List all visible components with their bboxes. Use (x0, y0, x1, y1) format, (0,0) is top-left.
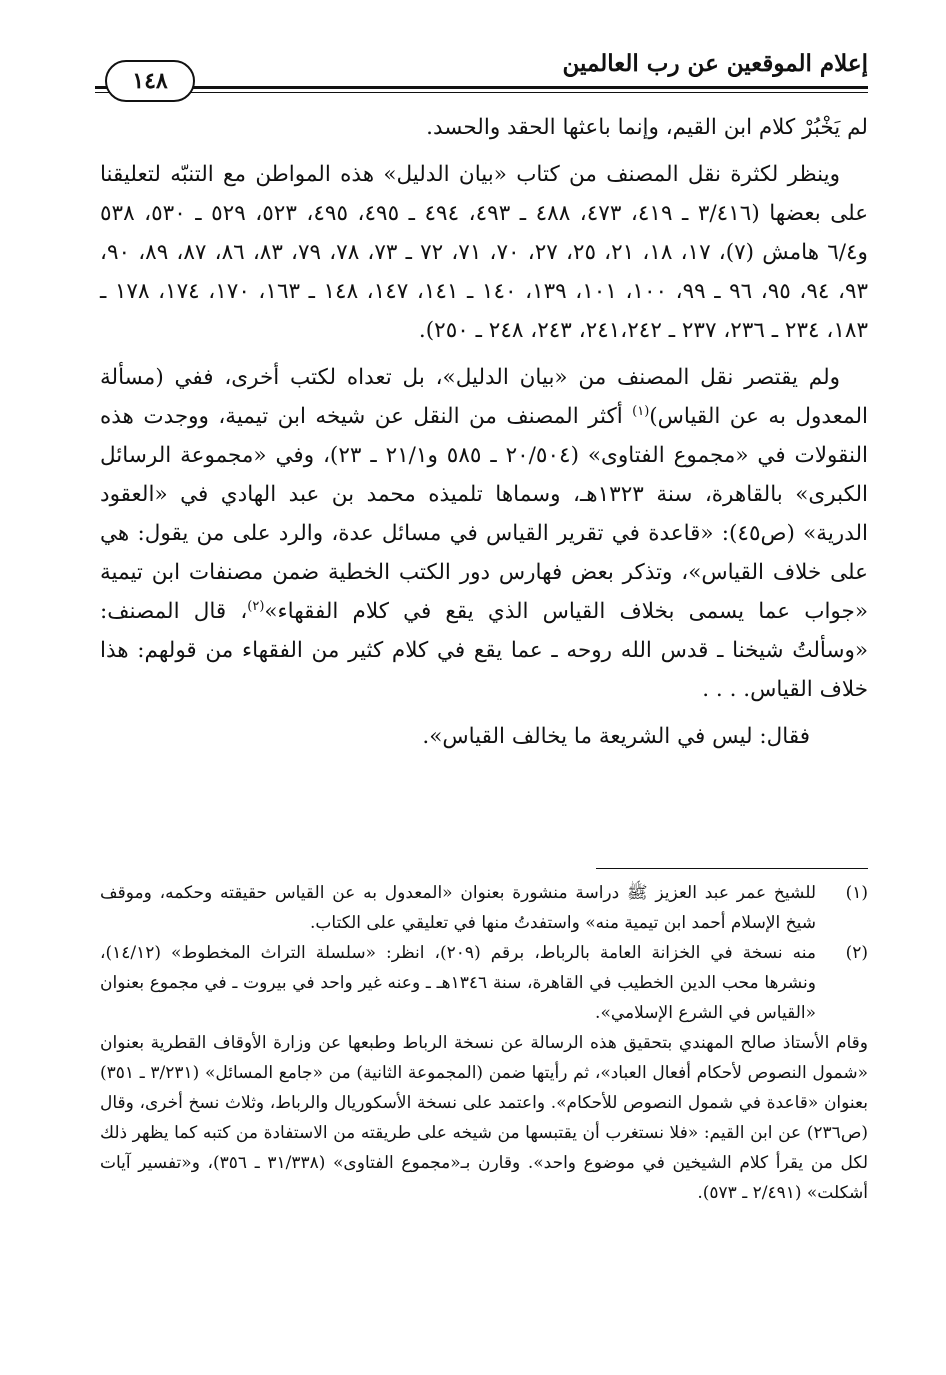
footnotes (100, 878, 868, 1208)
footnote-ref[interactable]: (٢) (247, 598, 265, 614)
paragraph-text: ، قال المصنف: «وسألتُ شيخنا ـ قدس الله روحه ـ عما يقع في كلام كثير من الفقهاء من قولهم: هذا خلاف القياس. . . . (100, 599, 868, 702)
paragraph: وينظر لكثرة نقل المصنف من كتاب «بيان الدليل» هذه المواطن مع التنبّه لتعليقنا على بعضها (٣/٤١٦ ـ ٤١٩، ٤٧٣، ٤٨٨ ـ ٤٩٣، ٤٩٤ ـ ٤٩٥، ٤٩٥، ٥٢٣، ٥٢٩ ـ ٥٣٠، ٥٣٨ و٦/٤ هامش (٧)، ١٧، ١٨، ٢١، ٢٥، ٢٧، ٧٠، ٧١، ٧٢ ـ ٧٣، ٧٨، ٧٩، ٨٣، ٨٦، ٨٧، ٨٩، ٩٠، ٩٣، ٩٤، ٩٥، ٩٦ ـ ٩٩، ١٠٠، ١٠١، ١٣٩، ١٤٠ ـ ١٤١، ١٤٧، ١٤٨ ـ ١٦٣، ١٧٠، ١٧٤، ١٧٨ ـ ١٨٣، ٢٣٤ ـ ٢٣٦، ٢٣٧ ـ ٢٤١،٢٤٢، ٢٤٣، ٢٤٨ ـ ٢٥٠). (100, 162, 869, 343)
paragraph: فقال: ليس في الشريعة ما يخالف القياس». (422, 724, 810, 749)
page-number: ١٤٨ (105, 60, 195, 102)
footnote (100, 878, 868, 938)
footnote (100, 938, 868, 1028)
footnote-number: (١) (845, 883, 868, 903)
main-text (100, 108, 868, 764)
header-rule (95, 86, 868, 89)
footnote-text: للشيخ عمر عبد العزيز ﷺ دراسة منشورة بعنوان «المعدول به عن القياس حقيقته وحكمه، وموقف شيخ الإسلام أحمد ابن تيمية منه» واستفدتُ منها في تعليقي على الكتاب. (100, 883, 816, 933)
footnote-text: منه نسخة في الخزانة العامة بالرباط، برقم (٢٠٩)، انظر: «سلسلة التراث المخطوط» (١٤/١٢)، ونشرها محب الدين الخطيب في القاهرة، سنة ١٣٤٦هـ ـ وعنه غير واحد في بيروت ـ في مجموع بعنوان «القياس في الشرع الإسلامي». (100, 943, 817, 1023)
paragraph (100, 358, 868, 709)
paragraph-text: أكثر المصنف من النقل عن شيخه ابن تيمية، ووجدت هذه النقولات في «مجموع الفتاوى» (٢٠/٥٠٤ ـ ٥٨٥ و٢١/١ ـ ٢٣)، وفي «مجموعة الرسائل الكبرى» بالقاهرة، سنة ١٣٢٣هـ، وسماها تلميذه محمد بن عبد الهادي في «العقود الدرية» (ص٤٥): «قاعدة في تقرير القياس في مسائل عدة، والرد على من يقول: هي على خلاف القياس»، وتذكر بعض فهارس دور الكتب الخطية ضمن مصنفات ابن تيمية «جواب عما يسمى بخلاف القياس الذي يقع في كلام الفقهاء» (100, 404, 869, 624)
footnote-ref[interactable]: (١) (632, 403, 650, 419)
footnote-continuation: وقام الأستاذ صالح المهندي بتحقيق هذه الرسالة عن نسخة الرباط وطبعها عن وزارة الأوقاف القطرية بعنوان «شمول النصوص لأحكام أفعال العباد»، ثم رأيتها ضمن (المجموعة الثانية) من «جامع المسائل» (٣/٢٣١ ـ ٣٥١) بعنوان «قاعدة في شمول النصوص للأحكام». واعتمد على نسخة الأسكوريال والرباط، وثلاث نسخ أخرى، وقال (ص٢٣٦) عن ابن القيم: «فلا نستغرب أن يقتبسها من شيخه على طريقته من الاستفادة من كتبه كما يظهر ذلك لكل من يقرأ كلام الشيخين في موضوع واحد». وقارن بـ«مجموع الفتاوى» (٣١/٣٣٨ ـ ٣٥٦)، و«تفسير آيات أشكلت» (٢/٤٩١ ـ ٥٧٣). (100, 1033, 868, 1203)
header-rule-thin (95, 92, 868, 93)
footnote-number: (٢) (845, 943, 868, 963)
paragraph-text: ولم يقتصر نقل المصنف من «بيان الدليل»، بل تعداه لكتب أخرى، ففي (مسألة المعدول به عن القياس) (100, 365, 868, 429)
paragraph: لم يَخْبُرْ كلام ابن القيم، وإنما باعثها الحقد والحسد. (426, 115, 868, 140)
footnote-separator (596, 868, 868, 869)
book-title: إعلام الموقعين عن رب العالمين (562, 50, 868, 77)
